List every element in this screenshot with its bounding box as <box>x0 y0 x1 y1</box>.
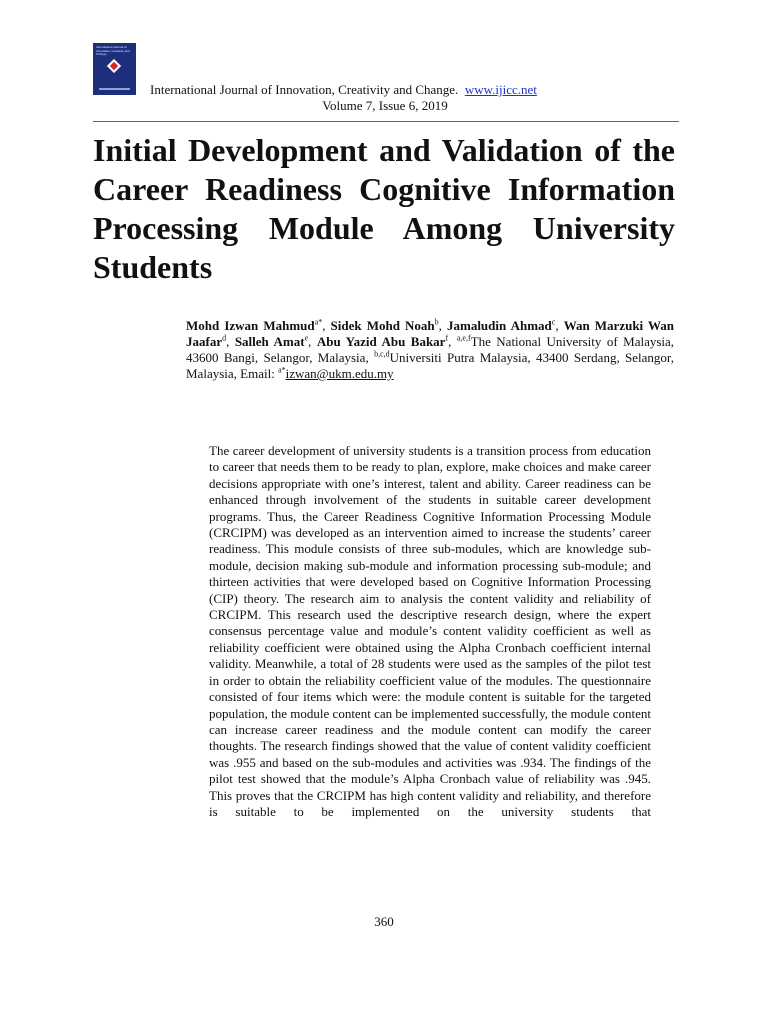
logo-footer-bar <box>99 88 130 90</box>
abstract-text: The career development of university students is a transition process from education to career that needs them to be ready to plan, explore, make choices and make career decisions appropriate with one’s interest, talent and ability. Career readiness can be enhanced through involvement of the students in suitable career development programs. Thus, the Career Readiness Cognitive Information Processing Module (CRCIPM) was developed as an intervention aimed to increase the students’ career readiness. This module consists of three sub-modules, which are knowledge sub-module, decision making sub-module and information processing sub-module; and thirteen activities that were developed based on Cognitive Information Processing (CIP) theory. The research aim to analysis the content validity and reliability of CRCIPM. This research used the descriptive research design, where the expert consensus percentage value and module’s content validity coefficient as well as reliability coefficient were obtained using the Alpha Cronbach coefficient internal validity. Meanwhile, a total of 28 students were used as the samples of the pilot test in order to obtain the reliability coefficient value of the modules. The questionnaire consisted of four items which were: the module content is suitable for the targeted population, the module content can be implemented successfully, the module content can increase career readiness and the module content can modify the career thoughts. The research findings showed that the value of content validity coefficient was .955 and based on the sub-modules and activities was .934. The findings of the pilot test showed that the module’s Alpha Cronbach value of reliability was .945. This proves that the CRCIPM has high content validity and reliability, and therefore is suitable to be implemented on the university students that <box>209 443 651 819</box>
journal-header <box>150 82 620 97</box>
journal-name: International Journal of Innovation, Creativity and Change. <box>150 82 459 97</box>
author-name: Salleh Amat <box>234 334 305 349</box>
issue-line: Volume 7, Issue 6, 2019 <box>322 98 448 113</box>
logo-text: International Journal of Innovation, Creativity and Change <box>96 45 130 56</box>
email-sup: a* <box>278 365 286 375</box>
author-name: Mohd Izwan Mahmud <box>186 318 315 333</box>
author-sup: c <box>551 317 556 327</box>
header-divider <box>93 121 679 122</box>
author-email-link[interactable]: izwan@ukm.edu.my <box>285 366 394 381</box>
journal-url-link[interactable]: www.ijicc.net <box>464 82 537 97</box>
author-name: Wan Marzuki Wan Jaafar <box>186 318 675 349</box>
author-sup: b <box>434 317 439 327</box>
author-name: Jamaludin Ahmad <box>446 318 552 333</box>
author-sup: e <box>304 333 309 343</box>
affiliation-sup: a,e,f <box>456 333 471 343</box>
author-name: Sidek Mohd Noah <box>330 318 435 333</box>
affiliation-2: Universiti Putra Malaysia, 43400 Serdang, Selangor, Malaysia, Email: <box>186 350 674 381</box>
author-sup: f <box>445 333 449 343</box>
affiliation-sup: b,c,d <box>374 349 390 359</box>
logo-diamond-icon <box>107 59 121 73</box>
paper-title: Initial Development and Validation of the Career Readiness Cognitive Information Processing Module Among University Students <box>93 132 675 285</box>
affiliation-1: The National University of Malaysia, 43600 Bangi, Selangor, Malaysia, <box>186 334 675 365</box>
author-name: Abu Yazid Abu Bakar <box>316 334 446 349</box>
journal-logo <box>93 43 136 95</box>
author-block: Mohd Izwan Mahmud$^{a*}$, Sidek Mohd Noah$^b$, Jamaludin Ahmad$^c$, Wan Marzuki Wan Jaafar$^d$, Salleh Amat$^e$, Abu Yazid Abu Bakar$^f$, $^{a,e,f}$The National University of Malaysia, 43600 Bangi, Selangor, Malaysia, $^{b,c,d}$Universiti Putra Malaysia, 43400 Serdang, Selangor, Malaysia, Email: $^{a*}$izwan@ukm.edu.my <box>186 317 675 381</box>
author-sup: d <box>222 333 227 343</box>
author-sup: a* <box>314 317 323 327</box>
page-number: 360 <box>374 914 394 929</box>
